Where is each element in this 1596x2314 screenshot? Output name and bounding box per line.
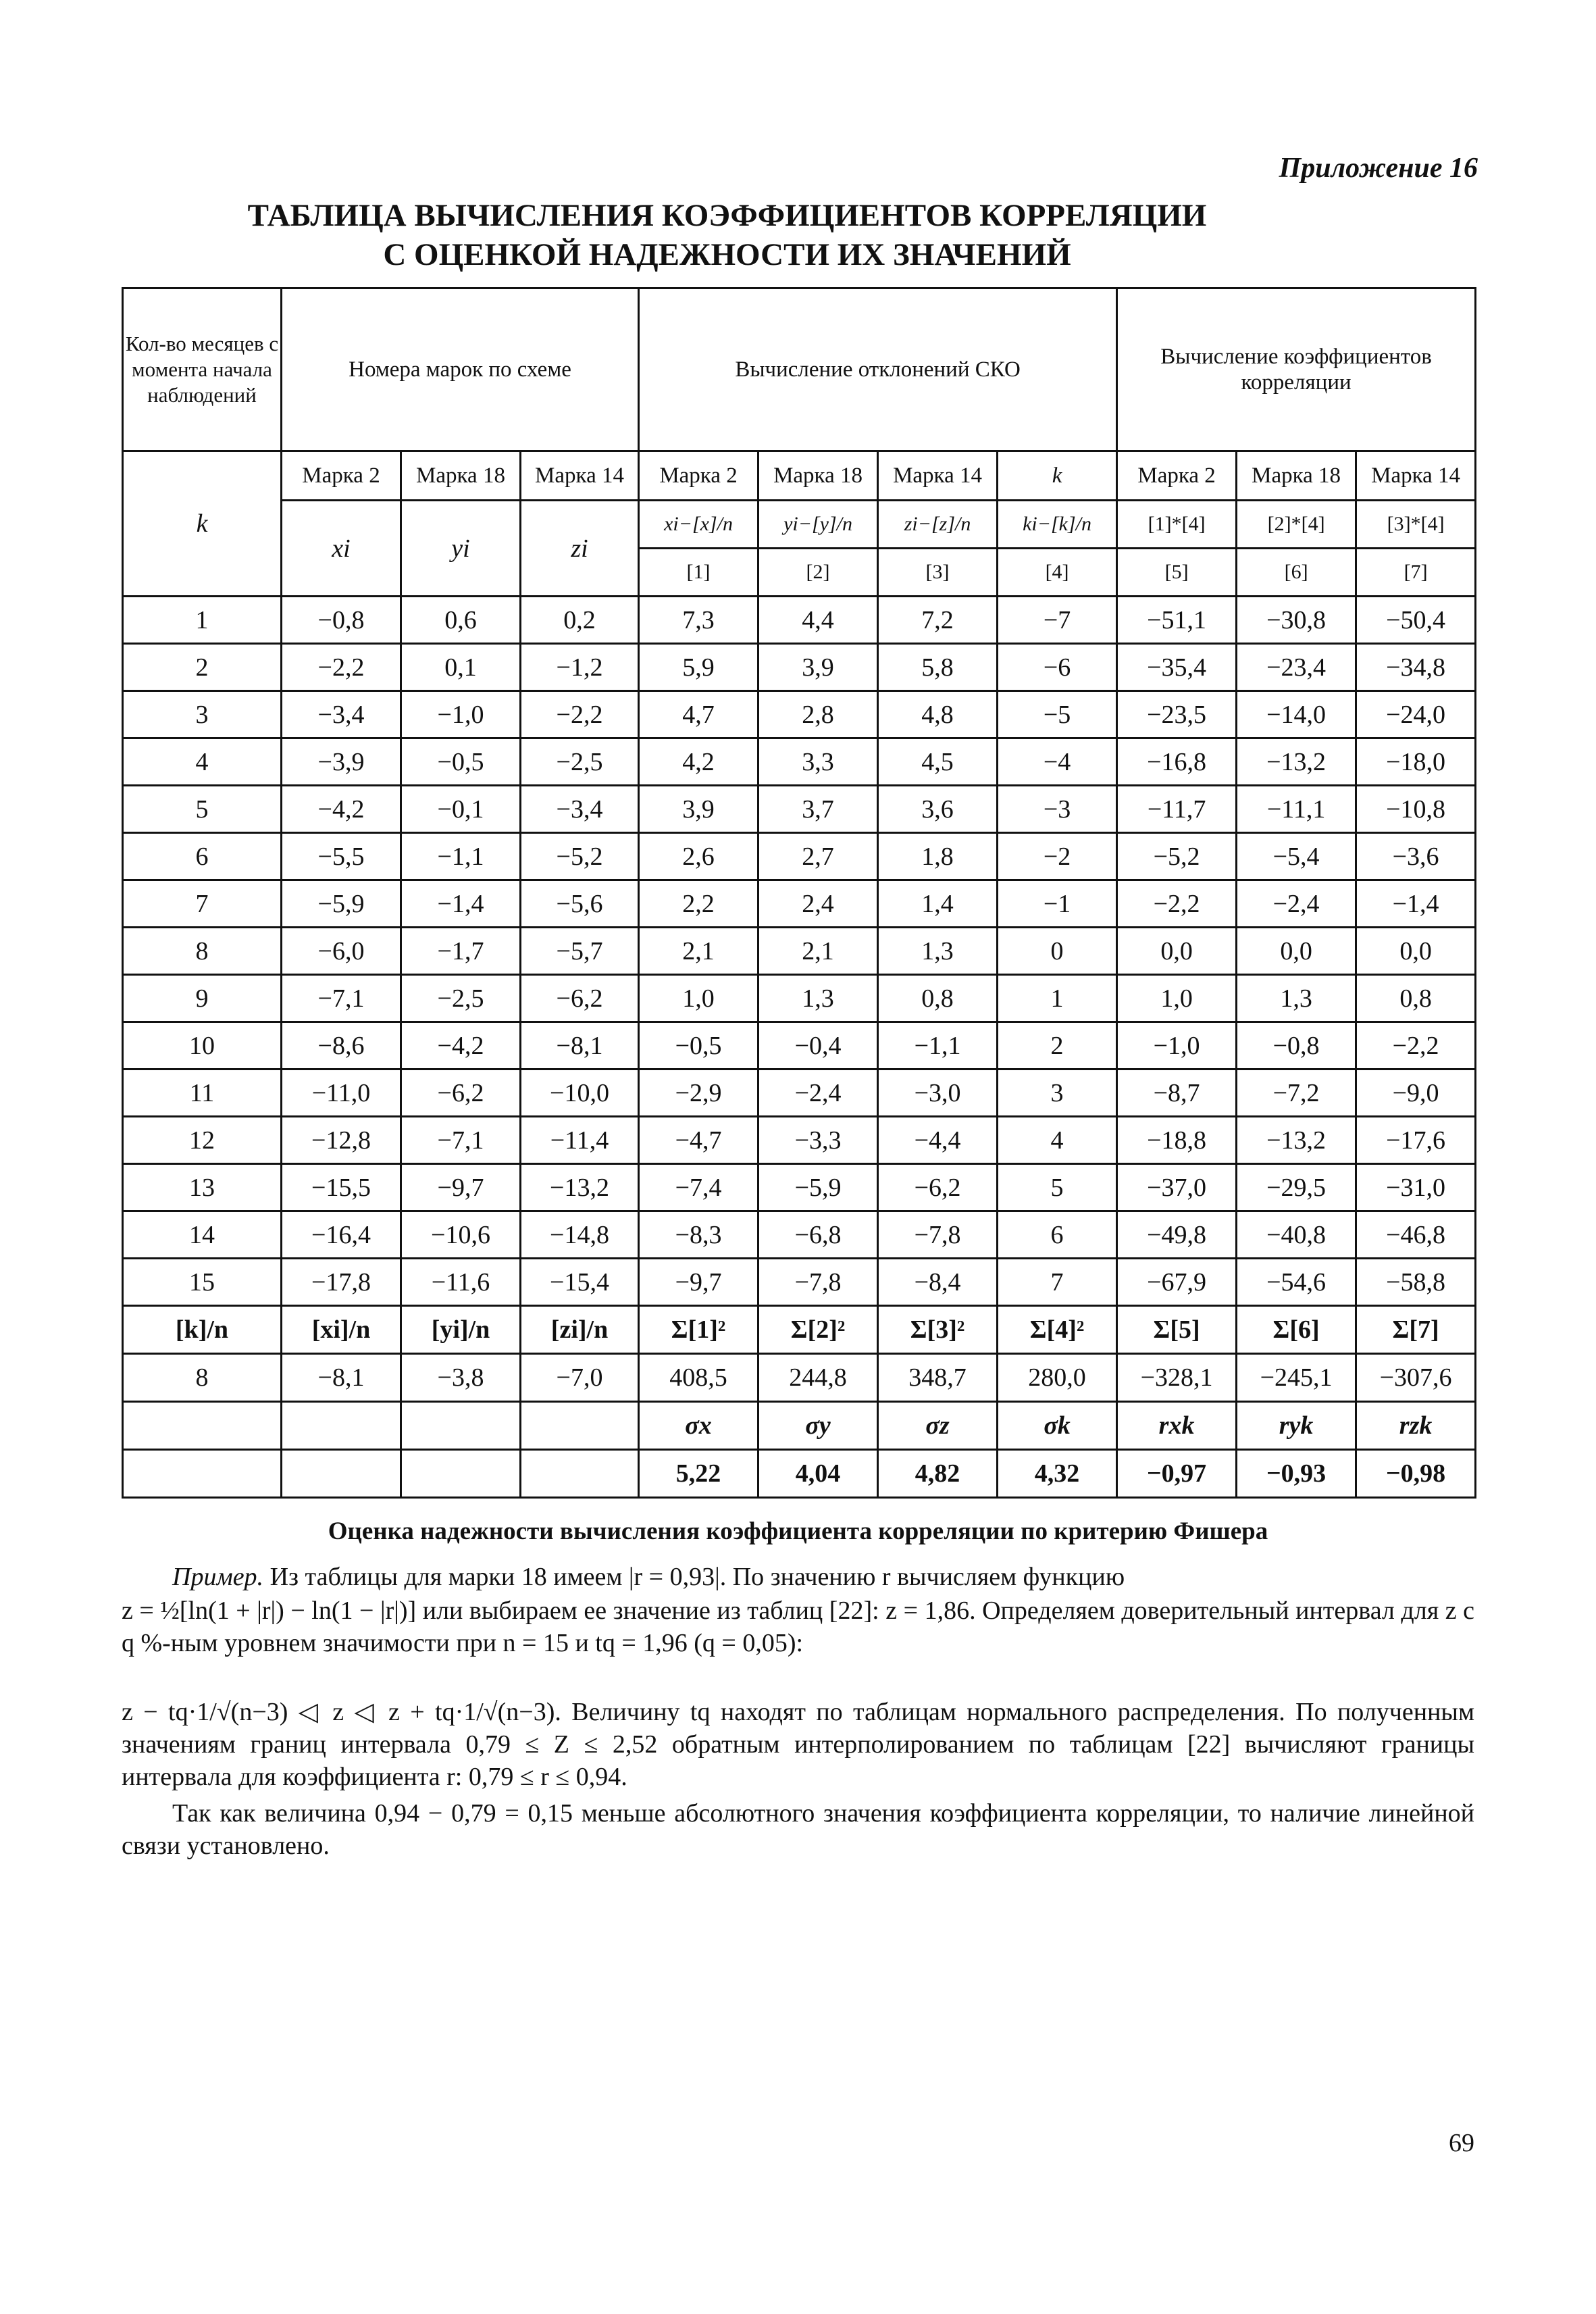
- table-cell: −15,5: [282, 1164, 401, 1211]
- empty-cell: [282, 1402, 401, 1450]
- sum-header-cell: Σ[5]: [1117, 1306, 1237, 1354]
- sum-value-cell: −3,8: [401, 1354, 521, 1402]
- table-cell: −67,9: [1117, 1259, 1237, 1306]
- table-cell: −30,8: [1237, 597, 1356, 644]
- sigma-header-cell: ryk: [1237, 1402, 1356, 1450]
- table-cell: 13: [123, 1164, 282, 1211]
- table-cell: −0,4: [758, 1022, 878, 1070]
- table-cell: −7,2: [1237, 1070, 1356, 1117]
- header-mark2-dev: Марка 2: [639, 451, 758, 501]
- header-months: Кол-во месяцев с момента начала наблюдений: [123, 288, 282, 451]
- table-cell: −8,4: [878, 1259, 998, 1306]
- table-cell: 3,3: [758, 738, 878, 786]
- example-label: Пример.: [172, 1563, 264, 1591]
- table-cell: 0,0: [1356, 928, 1476, 975]
- empty-cell: [521, 1450, 639, 1498]
- header-col-2: [2]: [758, 549, 878, 597]
- table-cell: −14,0: [1237, 691, 1356, 738]
- table-row: [123, 1164, 1476, 1211]
- table-cell: 12: [123, 1117, 282, 1164]
- sum-header-cell: [zi]/n: [521, 1306, 639, 1354]
- sum-value-cell: 408,5: [639, 1354, 758, 1402]
- table-cell: 15: [123, 1259, 282, 1306]
- table-cell: 0,0: [1237, 928, 1356, 975]
- sums-values-row: [123, 1354, 1476, 1402]
- table-row: [123, 1022, 1476, 1070]
- table-cell: −1,0: [1117, 1022, 1237, 1070]
- sum-value-cell: 348,7: [878, 1354, 998, 1402]
- empty-cell: [123, 1450, 282, 1498]
- table-cell: 8: [123, 928, 282, 975]
- table-cell: −11,1: [1237, 786, 1356, 833]
- table-cell: −13,2: [1237, 738, 1356, 786]
- sum-header-cell: Σ[2]²: [758, 1306, 878, 1354]
- sum-header-cell: Σ[6]: [1237, 1306, 1356, 1354]
- table-cell: −2,4: [1237, 880, 1356, 928]
- table-cell: −9,0: [1356, 1070, 1476, 1117]
- table-cell: −31,0: [1356, 1164, 1476, 1211]
- table-row: [123, 1117, 1476, 1164]
- table-cell: −1: [998, 880, 1117, 928]
- table-cell: −5,9: [282, 880, 401, 928]
- sum-header-cell: [xi]/n: [282, 1306, 401, 1354]
- table-cell: −2,4: [758, 1070, 878, 1117]
- table-cell: 4: [998, 1117, 1117, 1164]
- table-cell: −0,8: [282, 597, 401, 644]
- table-cell: −35,4: [1117, 644, 1237, 691]
- table-cell: −51,1: [1117, 597, 1237, 644]
- table-cell: −6,2: [521, 975, 639, 1022]
- table-cell: 0,8: [878, 975, 998, 1022]
- sigma-header-cell: rxk: [1117, 1402, 1237, 1450]
- header-correlation-group: Вычисление коэффициентов корреляции: [1117, 288, 1476, 451]
- table-cell: 4,7: [639, 691, 758, 738]
- table-cell: −40,8: [1237, 1211, 1356, 1259]
- sigma-value-cell: 4,32: [998, 1450, 1117, 1498]
- table-cell: 0,0: [1117, 928, 1237, 975]
- paragraph-interval: z − tq·1/√(n−3) ◁ z ◁ z + tq·1/√(n−3). Величину tq находят по таблицам нормального распределения. По полученным значениям границ интервала 0,79 ≤ Z ≤ 2,52 обратным интерполированием по таблицам [22] вычисляют границы интервала для коэффициента r: 0,79 ≤ r ≤ 0,94.: [122, 1698, 1474, 1791]
- sigma-header-cell: σx: [639, 1402, 758, 1450]
- sum-value-cell: −245,1: [1237, 1354, 1356, 1402]
- table-cell: −2,2: [1117, 880, 1237, 928]
- correlation-table: [122, 287, 1476, 1499]
- sum-header-cell: Σ[3]²: [878, 1306, 998, 1354]
- header-xi: xi: [282, 501, 401, 597]
- table-cell: −2,5: [521, 738, 639, 786]
- header-formula-k: ki−[k]/n: [998, 501, 1117, 549]
- table-cell: 14: [123, 1211, 282, 1259]
- table-cell: −3,0: [878, 1070, 998, 1117]
- table-cell: −7,8: [758, 1259, 878, 1306]
- table-cell: 5: [123, 786, 282, 833]
- table-cell: 2: [998, 1022, 1117, 1070]
- table-cell: 4,8: [878, 691, 998, 738]
- header-product-14: [1]*[4]: [1117, 501, 1237, 549]
- table-cell: −15,4: [521, 1259, 639, 1306]
- table-cell: 5,9: [639, 644, 758, 691]
- table-cell: −1,1: [878, 1022, 998, 1070]
- table-cell: −58,8: [1356, 1259, 1476, 1306]
- sigma-header-cell: σz: [878, 1402, 998, 1450]
- header-col-1: [1]: [639, 549, 758, 597]
- header-col-6: [6]: [1237, 549, 1356, 597]
- table-cell: −10,6: [401, 1211, 521, 1259]
- table-cell: −13,2: [1237, 1117, 1356, 1164]
- table-cell: 2,1: [758, 928, 878, 975]
- header-mark2: Марка 2: [282, 451, 401, 501]
- table-cell: −2,2: [1356, 1022, 1476, 1070]
- table-row: [123, 738, 1476, 786]
- table-cell: −2,9: [639, 1070, 758, 1117]
- sum-value-cell: 8: [123, 1354, 282, 1402]
- header-mark18: Марка 18: [401, 451, 521, 501]
- table-cell: −6: [998, 644, 1117, 691]
- table-cell: −49,8: [1117, 1211, 1237, 1259]
- table-cell: −50,4: [1356, 597, 1476, 644]
- table-cell: 6: [123, 833, 282, 880]
- sigma-value-cell: 4,82: [878, 1450, 998, 1498]
- table-cell: 4,4: [758, 597, 878, 644]
- table-cell: −10,0: [521, 1070, 639, 1117]
- sigma-value-cell: 5,22: [639, 1450, 758, 1498]
- header-k-dev: k: [998, 451, 1117, 501]
- table-cell: −29,5: [1237, 1164, 1356, 1211]
- header-mark18-dev: Марка 18: [758, 451, 878, 501]
- table-cell: −11,0: [282, 1070, 401, 1117]
- table-cell: −3,4: [521, 786, 639, 833]
- appendix-label: Приложение 16: [1279, 153, 1478, 184]
- table-cell: −2,2: [521, 691, 639, 738]
- header-formula-x: xi−[x]/n: [639, 501, 758, 549]
- table-cell: 4,2: [639, 738, 758, 786]
- table-cell: −18,0: [1356, 738, 1476, 786]
- table-cell: −24,0: [1356, 691, 1476, 738]
- table-cell: −5,7: [521, 928, 639, 975]
- header-mark18-corr: Марка 18: [1237, 451, 1356, 501]
- table-cell: 11: [123, 1070, 282, 1117]
- table-cell: 3: [123, 691, 282, 738]
- table-cell: −1,4: [401, 880, 521, 928]
- sums-header-row: [123, 1306, 1476, 1354]
- table-cell: 5: [998, 1164, 1117, 1211]
- table-cell: −5,4: [1237, 833, 1356, 880]
- empty-cell: [401, 1450, 521, 1498]
- table-cell: 10: [123, 1022, 282, 1070]
- table-cell: −7,4: [639, 1164, 758, 1211]
- table-cell: −3,4: [282, 691, 401, 738]
- header-k: k: [123, 451, 282, 597]
- table-row: [123, 1070, 1476, 1117]
- table-cell: −7,8: [878, 1211, 998, 1259]
- header-mark2-corr: Марка 2: [1117, 451, 1237, 501]
- table-cell: −0,8: [1237, 1022, 1356, 1070]
- empty-cell: [401, 1402, 521, 1450]
- table-cell: 1: [998, 975, 1117, 1022]
- empty-cell: [521, 1402, 639, 1450]
- sigma-header-cell: rzk: [1356, 1402, 1476, 1450]
- table-cell: −5,2: [521, 833, 639, 880]
- table-cell: −34,8: [1356, 644, 1476, 691]
- table-cell: −4,4: [878, 1117, 998, 1164]
- table-cell: −17,6: [1356, 1117, 1476, 1164]
- table-row: [123, 644, 1476, 691]
- table-cell: −1,4: [1356, 880, 1476, 928]
- table-cell: 1,0: [1117, 975, 1237, 1022]
- table-cell: 6: [998, 1211, 1117, 1259]
- paragraph-example: [122, 1561, 1474, 1593]
- table-cell: −8,6: [282, 1022, 401, 1070]
- table-cell: −54,6: [1237, 1259, 1356, 1306]
- table-cell: 3: [998, 1070, 1117, 1117]
- section-title: Оценка надежности вычисления коэффициента корреляции по критерию Фишера: [328, 1517, 1268, 1545]
- table-cell: 3,6: [878, 786, 998, 833]
- table-cell: 9: [123, 975, 282, 1022]
- table-row: [123, 833, 1476, 880]
- table-cell: −11,4: [521, 1117, 639, 1164]
- sigma-values-row: [123, 1450, 1476, 1498]
- table-cell: 1,0: [639, 975, 758, 1022]
- title-line-1: ТАБЛИЦА ВЫЧИСЛЕНИЯ КОЭФФИЦИЕНТОВ КОРРЕЛЯЦИИ: [247, 198, 1207, 233]
- sum-value-cell: −307,6: [1356, 1354, 1476, 1402]
- table-cell: −23,4: [1237, 644, 1356, 691]
- header-formula-z: zi−[z]/n: [878, 501, 998, 549]
- table-cell: 2: [123, 644, 282, 691]
- sigma-value-cell: −0,93: [1237, 1450, 1356, 1498]
- sigma-header-row: [123, 1402, 1476, 1450]
- header-formula-y: yi−[y]/n: [758, 501, 878, 549]
- table-cell: 4,5: [878, 738, 998, 786]
- table-cell: −46,8: [1356, 1211, 1476, 1259]
- table-cell: −18,8: [1117, 1117, 1237, 1164]
- table-cell: −9,7: [639, 1259, 758, 1306]
- table-cell: −2: [998, 833, 1117, 880]
- table-cell: 2,1: [639, 928, 758, 975]
- header-zi: zi: [521, 501, 639, 597]
- table-cell: −11,7: [1117, 786, 1237, 833]
- table-cell: −3,3: [758, 1117, 878, 1164]
- table-cell: 3,9: [639, 786, 758, 833]
- table-cell: −23,5: [1117, 691, 1237, 738]
- table-cell: −4,2: [282, 786, 401, 833]
- table-cell: −4,7: [639, 1117, 758, 1164]
- table-row: [123, 1259, 1476, 1306]
- table-cell: −1,7: [401, 928, 521, 975]
- table-cell: 0,1: [401, 644, 521, 691]
- table-cell: −6,2: [878, 1164, 998, 1211]
- header-marks-group: Номера марок по схеме: [282, 288, 639, 451]
- table-cell: −0,1: [401, 786, 521, 833]
- sum-value-cell: −7,0: [521, 1354, 639, 1402]
- table-cell: −0,5: [639, 1022, 758, 1070]
- table-cell: −9,7: [401, 1164, 521, 1211]
- sum-value-cell: −8,1: [282, 1354, 401, 1402]
- table-cell: 4: [123, 738, 282, 786]
- table-cell: −1,1: [401, 833, 521, 880]
- page-title: [122, 196, 1474, 274]
- table-cell: 1,3: [758, 975, 878, 1022]
- table-cell: −1,2: [521, 644, 639, 691]
- table-row: [123, 786, 1476, 833]
- table-cell: −13,2: [521, 1164, 639, 1211]
- table-cell: −5,2: [1117, 833, 1237, 880]
- header-product-24: [2]*[4]: [1237, 501, 1356, 549]
- empty-cell: [123, 1402, 282, 1450]
- table-cell: −11,6: [401, 1259, 521, 1306]
- table-cell: 7: [123, 880, 282, 928]
- table-cell: −6,0: [282, 928, 401, 975]
- header-col-5: [5]: [1117, 549, 1237, 597]
- table-cell: −3: [998, 786, 1117, 833]
- sigma-value-cell: −0,97: [1117, 1450, 1237, 1498]
- page-number: 69: [1449, 2129, 1474, 2157]
- table-cell: 2,2: [639, 880, 758, 928]
- sum-value-cell: −328,1: [1117, 1354, 1237, 1402]
- sum-value-cell: 244,8: [758, 1354, 878, 1402]
- sigma-value-cell: 4,04: [758, 1450, 878, 1498]
- sum-header-cell: Σ[1]²: [639, 1306, 758, 1354]
- table-cell: 2,7: [758, 833, 878, 880]
- table-cell: −6,8: [758, 1211, 878, 1259]
- table-cell: 3,7: [758, 786, 878, 833]
- table-cell: 0,2: [521, 597, 639, 644]
- sum-header-cell: [yi]/n: [401, 1306, 521, 1354]
- table-cell: −16,4: [282, 1211, 401, 1259]
- table-cell: −2,5: [401, 975, 521, 1022]
- table-cell: −4,2: [401, 1022, 521, 1070]
- table-cell: −5: [998, 691, 1117, 738]
- table-cell: −17,8: [282, 1259, 401, 1306]
- table-cell: −7: [998, 597, 1117, 644]
- table-cell: −5,6: [521, 880, 639, 928]
- sum-header-cell: Σ[7]: [1356, 1306, 1476, 1354]
- table-cell: −37,0: [1117, 1164, 1237, 1211]
- table-cell: 7,3: [639, 597, 758, 644]
- table-cell: −7,1: [282, 975, 401, 1022]
- table-cell: 1,4: [878, 880, 998, 928]
- table-cell: −10,8: [1356, 786, 1476, 833]
- header-col-4: [4]: [998, 549, 1117, 597]
- table-cell: 2,6: [639, 833, 758, 880]
- table-cell: −14,8: [521, 1211, 639, 1259]
- table-cell: 2,4: [758, 880, 878, 928]
- table-cell: −2,2: [282, 644, 401, 691]
- header-product-34: [3]*[4]: [1356, 501, 1476, 549]
- paragraph-formula-z: z = ½[ln(1 + |r|) − ln(1 − |r|)] или выбираем ее значение из таблиц [22]: z = 1,86. Определяем доверительный интервал для z с q %-ным уровнем значимости при n = 15 и tq = 1,96 (q = 0,05):: [122, 1596, 1474, 1657]
- table-cell: 7,2: [878, 597, 998, 644]
- table-cell: −8,7: [1117, 1070, 1237, 1117]
- table-cell: 5,8: [878, 644, 998, 691]
- table-row: [123, 1211, 1476, 1259]
- header-mark14-dev: Марка 14: [878, 451, 998, 501]
- sum-header-cell: [k]/n: [123, 1306, 282, 1354]
- table-cell: −3,6: [1356, 833, 1476, 880]
- table-cell: 0: [998, 928, 1117, 975]
- sigma-header-cell: σk: [998, 1402, 1117, 1450]
- table-cell: −7,1: [401, 1117, 521, 1164]
- table-row: [123, 597, 1476, 644]
- header-col-7: [7]: [1356, 549, 1476, 597]
- table-cell: −0,5: [401, 738, 521, 786]
- header-yi: yi: [401, 501, 521, 597]
- header-mark14-corr: Марка 14: [1356, 451, 1476, 501]
- sigma-header-cell: σy: [758, 1402, 878, 1450]
- paragraph-example-text: Из таблицы для марки 18 имеем |r = 0,93|. По значению r вычисляем функцию: [269, 1563, 1125, 1591]
- table-row: [123, 691, 1476, 738]
- table-cell: 1,8: [878, 833, 998, 880]
- table-cell: 7: [998, 1259, 1117, 1306]
- header-col-3: [3]: [878, 549, 998, 597]
- table-cell: −4: [998, 738, 1117, 786]
- table-cell: −3,9: [282, 738, 401, 786]
- table-row: [123, 928, 1476, 975]
- table-row: [123, 975, 1476, 1022]
- table-cell: −8,1: [521, 1022, 639, 1070]
- table-row: [123, 880, 1476, 928]
- table-cell: −5,9: [758, 1164, 878, 1211]
- title-line-2: С ОЦЕНКОЙ НАДЕЖНОСТИ ИХ ЗНАЧЕНИЙ: [383, 237, 1071, 272]
- table-cell: −16,8: [1117, 738, 1237, 786]
- table-cell: 2,8: [758, 691, 878, 738]
- table-cell: 1: [123, 597, 282, 644]
- sum-header-cell: Σ[4]²: [998, 1306, 1117, 1354]
- table-cell: 0,8: [1356, 975, 1476, 1022]
- table-cell: −5,5: [282, 833, 401, 880]
- table-cell: −8,3: [639, 1211, 758, 1259]
- paragraph-conclusion: Так как величина 0,94 − 0,79 = 0,15 меньше абсолютного значения коэффициента корреляции, то наличие линейной связи установлено.: [122, 1799, 1474, 1860]
- header-mark14: Марка 14: [521, 451, 639, 501]
- empty-cell: [282, 1450, 401, 1498]
- table-cell: 1,3: [1237, 975, 1356, 1022]
- table-cell: −1,0: [401, 691, 521, 738]
- sum-value-cell: 280,0: [998, 1354, 1117, 1402]
- table-cell: −6,2: [401, 1070, 521, 1117]
- table-cell: 3,9: [758, 644, 878, 691]
- table-cell: 0,6: [401, 597, 521, 644]
- header-deviation-group: Вычисление отклонений СКО: [639, 288, 1117, 451]
- table-cell: −12,8: [282, 1117, 401, 1164]
- sigma-value-cell: −0,98: [1356, 1450, 1476, 1498]
- table-cell: 1,3: [878, 928, 998, 975]
